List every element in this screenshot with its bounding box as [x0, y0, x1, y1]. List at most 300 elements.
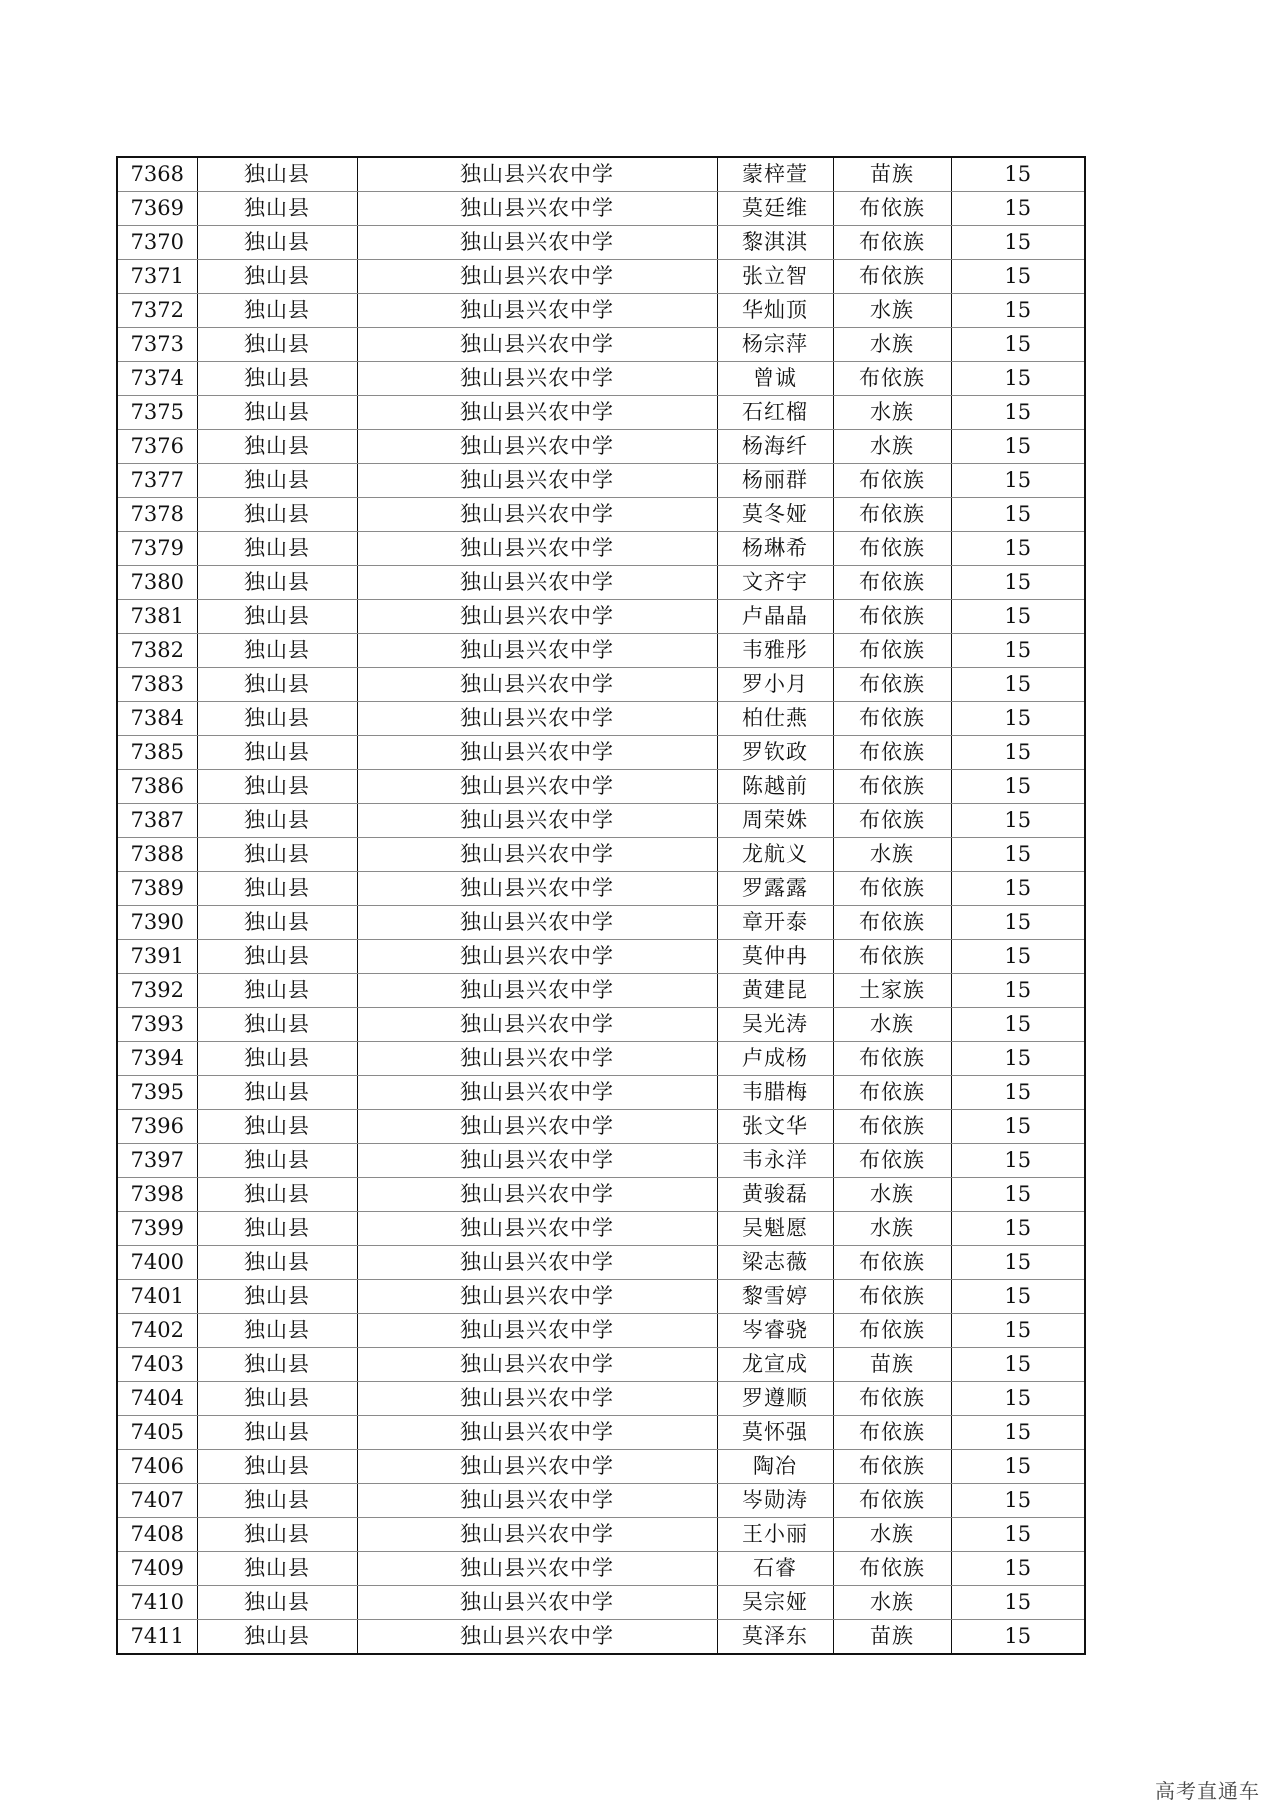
- score-cell: 15: [951, 1552, 1085, 1586]
- table-row: [117, 1382, 1085, 1416]
- name-cell: 罗小月: [717, 668, 833, 702]
- county-cell: 独山县: [197, 1348, 357, 1382]
- ethnicity-cell: 水族: [833, 328, 951, 362]
- score-cell: 15: [951, 430, 1085, 464]
- score-cell: 15: [951, 1042, 1085, 1076]
- ethnicity-cell: 布依族: [833, 600, 951, 634]
- name-cell: 黎淇淇: [717, 226, 833, 260]
- school-cell: 独山县兴农中学: [357, 1382, 717, 1416]
- county-cell: 独山县: [197, 532, 357, 566]
- score-cell: 15: [951, 226, 1085, 260]
- seq-cell: 7396: [117, 1110, 197, 1144]
- table-row: [117, 736, 1085, 770]
- seq-cell: 7379: [117, 532, 197, 566]
- school-cell: 独山县兴农中学: [357, 396, 717, 430]
- ethnicity-cell: 布依族: [833, 702, 951, 736]
- school-cell: 独山县兴农中学: [357, 1416, 717, 1450]
- name-cell: 黄建昆: [717, 974, 833, 1008]
- table-row: [117, 498, 1085, 532]
- county-cell: 独山县: [197, 1280, 357, 1314]
- table-row: [117, 1042, 1085, 1076]
- county-cell: 独山县: [197, 430, 357, 464]
- name-cell: 蒙梓萱: [717, 157, 833, 192]
- county-cell: 独山县: [197, 974, 357, 1008]
- seq-cell: 7389: [117, 872, 197, 906]
- ethnicity-cell: 布依族: [833, 498, 951, 532]
- table-row: [117, 226, 1085, 260]
- ethnicity-cell: 布依族: [833, 940, 951, 974]
- roster-table-body: [117, 157, 1085, 1654]
- seq-cell: 7383: [117, 668, 197, 702]
- school-cell: 独山县兴农中学: [357, 668, 717, 702]
- county-cell: 独山县: [197, 498, 357, 532]
- ethnicity-cell: 布依族: [833, 1382, 951, 1416]
- seq-cell: 7392: [117, 974, 197, 1008]
- table-row: [117, 192, 1085, 226]
- school-cell: 独山县兴农中学: [357, 464, 717, 498]
- ethnicity-cell: 布依族: [833, 532, 951, 566]
- school-cell: 独山县兴农中学: [357, 566, 717, 600]
- score-cell: 15: [951, 634, 1085, 668]
- name-cell: 石红榴: [717, 396, 833, 430]
- score-cell: 15: [951, 1620, 1085, 1655]
- county-cell: 独山县: [197, 1382, 357, 1416]
- county-cell: 独山县: [197, 1416, 357, 1450]
- table-row: [117, 1620, 1085, 1655]
- seq-cell: 7370: [117, 226, 197, 260]
- ethnicity-cell: 水族: [833, 1008, 951, 1042]
- school-cell: 独山县兴农中学: [357, 736, 717, 770]
- table-row: [117, 600, 1085, 634]
- school-cell: 独山县兴农中学: [357, 1314, 717, 1348]
- ethnicity-cell: 布依族: [833, 1416, 951, 1450]
- score-cell: 15: [951, 804, 1085, 838]
- score-cell: 15: [951, 1484, 1085, 1518]
- school-cell: 独山县兴农中学: [357, 1518, 717, 1552]
- county-cell: 独山县: [197, 804, 357, 838]
- school-cell: 独山县兴农中学: [357, 1212, 717, 1246]
- table-row: [117, 1280, 1085, 1314]
- table-row: [117, 1484, 1085, 1518]
- name-cell: 莫冬娅: [717, 498, 833, 532]
- table-row: [117, 838, 1085, 872]
- seq-cell: 7404: [117, 1382, 197, 1416]
- table-row: [117, 668, 1085, 702]
- ethnicity-cell: 水族: [833, 1518, 951, 1552]
- seq-cell: 7369: [117, 192, 197, 226]
- county-cell: 独山县: [197, 600, 357, 634]
- score-cell: 15: [951, 362, 1085, 396]
- county-cell: 独山县: [197, 328, 357, 362]
- score-cell: 15: [951, 1178, 1085, 1212]
- table-row: [117, 1348, 1085, 1382]
- ethnicity-cell: 布依族: [833, 804, 951, 838]
- name-cell: 韦永洋: [717, 1144, 833, 1178]
- ethnicity-cell: 布依族: [833, 1042, 951, 1076]
- seq-cell: 7405: [117, 1416, 197, 1450]
- school-cell: 独山县兴农中学: [357, 1042, 717, 1076]
- county-cell: 独山县: [197, 294, 357, 328]
- ethnicity-cell: 水族: [833, 1212, 951, 1246]
- name-cell: 龙宣成: [717, 1348, 833, 1382]
- ethnicity-cell: 水族: [833, 1586, 951, 1620]
- county-cell: 独山县: [197, 872, 357, 906]
- name-cell: 吴魁愿: [717, 1212, 833, 1246]
- ethnicity-cell: 布依族: [833, 1076, 951, 1110]
- seq-cell: 7378: [117, 498, 197, 532]
- score-cell: 15: [951, 294, 1085, 328]
- seq-cell: 7395: [117, 1076, 197, 1110]
- county-cell: 独山县: [197, 736, 357, 770]
- table-row: [117, 1178, 1085, 1212]
- seq-cell: 7406: [117, 1450, 197, 1484]
- score-cell: 15: [951, 1144, 1085, 1178]
- name-cell: 卢成杨: [717, 1042, 833, 1076]
- table-row: [117, 430, 1085, 464]
- score-cell: 15: [951, 1280, 1085, 1314]
- watermark-text: 高考直通车: [1155, 1779, 1260, 1803]
- school-cell: 独山县兴农中学: [357, 804, 717, 838]
- school-cell: 独山县兴农中学: [357, 1484, 717, 1518]
- table-row: [117, 1518, 1085, 1552]
- table-row: [117, 804, 1085, 838]
- score-cell: 15: [951, 770, 1085, 804]
- score-cell: 15: [951, 974, 1085, 1008]
- name-cell: 吴宗娅: [717, 1586, 833, 1620]
- seq-cell: 7409: [117, 1552, 197, 1586]
- county-cell: 独山县: [197, 1042, 357, 1076]
- school-cell: 独山县兴农中学: [357, 1246, 717, 1280]
- score-cell: 15: [951, 1382, 1085, 1416]
- ethnicity-cell: 布依族: [833, 1552, 951, 1586]
- table-row: [117, 260, 1085, 294]
- school-cell: 独山县兴农中学: [357, 157, 717, 192]
- county-cell: 独山县: [197, 702, 357, 736]
- ethnicity-cell: 布依族: [833, 226, 951, 260]
- ethnicity-cell: 布依族: [833, 770, 951, 804]
- table-row: [117, 1212, 1085, 1246]
- county-cell: 独山县: [197, 1212, 357, 1246]
- seq-cell: 7384: [117, 702, 197, 736]
- score-cell: 15: [951, 702, 1085, 736]
- ethnicity-cell: 土家族: [833, 974, 951, 1008]
- seq-cell: 7386: [117, 770, 197, 804]
- county-cell: 独山县: [197, 634, 357, 668]
- school-cell: 独山县兴农中学: [357, 1586, 717, 1620]
- county-cell: 独山县: [197, 1620, 357, 1655]
- name-cell: 罗遵顺: [717, 1382, 833, 1416]
- county-cell: 独山县: [197, 1484, 357, 1518]
- table-row: [117, 1110, 1085, 1144]
- county-cell: 独山县: [197, 1008, 357, 1042]
- seq-cell: 7391: [117, 940, 197, 974]
- seq-cell: 7385: [117, 736, 197, 770]
- school-cell: 独山县兴农中学: [357, 1008, 717, 1042]
- county-cell: 独山县: [197, 1178, 357, 1212]
- score-cell: 15: [951, 260, 1085, 294]
- table-row: [117, 1144, 1085, 1178]
- school-cell: 独山县兴农中学: [357, 532, 717, 566]
- ethnicity-cell: 布依族: [833, 1246, 951, 1280]
- county-cell: 独山县: [197, 1450, 357, 1484]
- table-row: [117, 532, 1085, 566]
- seq-cell: 7394: [117, 1042, 197, 1076]
- table-row: [117, 566, 1085, 600]
- score-cell: 15: [951, 668, 1085, 702]
- school-cell: 独山县兴农中学: [357, 702, 717, 736]
- ethnicity-cell: 布依族: [833, 736, 951, 770]
- county-cell: 独山县: [197, 770, 357, 804]
- table-row: [117, 702, 1085, 736]
- seq-cell: 7372: [117, 294, 197, 328]
- ethnicity-cell: 苗族: [833, 157, 951, 192]
- school-cell: 独山县兴农中学: [357, 634, 717, 668]
- seq-cell: 7390: [117, 906, 197, 940]
- county-cell: 独山县: [197, 1246, 357, 1280]
- school-cell: 独山县兴农中学: [357, 294, 717, 328]
- school-cell: 独山县兴农中学: [357, 974, 717, 1008]
- school-cell: 独山县兴农中学: [357, 838, 717, 872]
- school-cell: 独山县兴农中学: [357, 1144, 717, 1178]
- seq-cell: 7399: [117, 1212, 197, 1246]
- name-cell: 石睿: [717, 1552, 833, 1586]
- name-cell: 柏仕燕: [717, 702, 833, 736]
- school-cell: 独山县兴农中学: [357, 1178, 717, 1212]
- score-cell: 15: [951, 1008, 1085, 1042]
- seq-cell: 7371: [117, 260, 197, 294]
- ethnicity-cell: 布依族: [833, 192, 951, 226]
- seq-cell: 7388: [117, 838, 197, 872]
- name-cell: 岑勋涛: [717, 1484, 833, 1518]
- score-cell: 15: [951, 838, 1085, 872]
- score-cell: 15: [951, 1076, 1085, 1110]
- county-cell: 独山县: [197, 1076, 357, 1110]
- school-cell: 独山县兴农中学: [357, 872, 717, 906]
- ethnicity-cell: 布依族: [833, 260, 951, 294]
- name-cell: 黎雪婷: [717, 1280, 833, 1314]
- county-cell: 独山县: [197, 396, 357, 430]
- name-cell: 岑睿骁: [717, 1314, 833, 1348]
- ethnicity-cell: 布依族: [833, 464, 951, 498]
- score-cell: 15: [951, 736, 1085, 770]
- ethnicity-cell: 水族: [833, 1178, 951, 1212]
- ethnicity-cell: 水族: [833, 396, 951, 430]
- score-cell: 15: [951, 1212, 1085, 1246]
- ethnicity-cell: 布依族: [833, 566, 951, 600]
- school-cell: 独山县兴农中学: [357, 1076, 717, 1110]
- name-cell: 梁志薇: [717, 1246, 833, 1280]
- county-cell: 独山县: [197, 668, 357, 702]
- score-cell: 15: [951, 940, 1085, 974]
- table-row: [117, 1416, 1085, 1450]
- name-cell: 龙航义: [717, 838, 833, 872]
- table-row: [117, 1076, 1085, 1110]
- name-cell: 莫廷维: [717, 192, 833, 226]
- seq-cell: 7398: [117, 1178, 197, 1212]
- ethnicity-cell: 布依族: [833, 1484, 951, 1518]
- name-cell: 张文华: [717, 1110, 833, 1144]
- school-cell: 独山县兴农中学: [357, 940, 717, 974]
- county-cell: 独山县: [197, 362, 357, 396]
- name-cell: 杨宗萍: [717, 328, 833, 362]
- ethnicity-cell: 布依族: [833, 1144, 951, 1178]
- score-cell: 15: [951, 157, 1085, 192]
- name-cell: 陈越前: [717, 770, 833, 804]
- table-row: [117, 1552, 1085, 1586]
- table-row: [117, 328, 1085, 362]
- school-cell: 独山县兴农中学: [357, 260, 717, 294]
- seq-cell: 7402: [117, 1314, 197, 1348]
- school-cell: 独山县兴农中学: [357, 1450, 717, 1484]
- name-cell: 杨海纤: [717, 430, 833, 464]
- ethnicity-cell: 水族: [833, 838, 951, 872]
- ethnicity-cell: 布依族: [833, 634, 951, 668]
- school-cell: 独山县兴农中学: [357, 1280, 717, 1314]
- table-row: [117, 157, 1085, 192]
- seq-cell: 7381: [117, 600, 197, 634]
- score-cell: 15: [951, 566, 1085, 600]
- school-cell: 独山县兴农中学: [357, 906, 717, 940]
- county-cell: 独山县: [197, 157, 357, 192]
- ethnicity-cell: 苗族: [833, 1348, 951, 1382]
- score-cell: 15: [951, 498, 1085, 532]
- name-cell: 华灿顶: [717, 294, 833, 328]
- score-cell: 15: [951, 600, 1085, 634]
- name-cell: 曾诚: [717, 362, 833, 396]
- name-cell: 王小丽: [717, 1518, 833, 1552]
- ethnicity-cell: 布依族: [833, 668, 951, 702]
- name-cell: 罗露露: [717, 872, 833, 906]
- score-cell: 15: [951, 396, 1085, 430]
- seq-cell: 7410: [117, 1586, 197, 1620]
- table-row: [117, 362, 1085, 396]
- name-cell: 罗钦政: [717, 736, 833, 770]
- school-cell: 独山县兴农中学: [357, 362, 717, 396]
- seq-cell: 7397: [117, 1144, 197, 1178]
- ethnicity-cell: 苗族: [833, 1620, 951, 1655]
- seq-cell: 7401: [117, 1280, 197, 1314]
- seq-cell: 7400: [117, 1246, 197, 1280]
- roster-table: [116, 156, 1086, 1655]
- score-cell: 15: [951, 1110, 1085, 1144]
- county-cell: 独山县: [197, 906, 357, 940]
- school-cell: 独山县兴农中学: [357, 328, 717, 362]
- ethnicity-cell: 布依族: [833, 362, 951, 396]
- ethnicity-cell: 布依族: [833, 1314, 951, 1348]
- ethnicity-cell: 水族: [833, 294, 951, 328]
- seq-cell: 7403: [117, 1348, 197, 1382]
- table-row: [117, 1008, 1085, 1042]
- score-cell: 15: [951, 1246, 1085, 1280]
- county-cell: 独山县: [197, 1144, 357, 1178]
- table-row: [117, 464, 1085, 498]
- ethnicity-cell: 水族: [833, 430, 951, 464]
- name-cell: 莫仲冉: [717, 940, 833, 974]
- name-cell: 莫怀强: [717, 1416, 833, 1450]
- score-cell: 15: [951, 1314, 1085, 1348]
- seq-cell: 7411: [117, 1620, 197, 1655]
- seq-cell: 7382: [117, 634, 197, 668]
- score-cell: 15: [951, 464, 1085, 498]
- school-cell: 独山县兴农中学: [357, 430, 717, 464]
- seq-cell: 7393: [117, 1008, 197, 1042]
- table-row: [117, 294, 1085, 328]
- county-cell: 独山县: [197, 1518, 357, 1552]
- school-cell: 独山县兴农中学: [357, 600, 717, 634]
- school-cell: 独山县兴农中学: [357, 1552, 717, 1586]
- score-cell: 15: [951, 192, 1085, 226]
- county-cell: 独山县: [197, 566, 357, 600]
- county-cell: 独山县: [197, 1552, 357, 1586]
- county-cell: 独山县: [197, 1314, 357, 1348]
- seq-cell: 7377: [117, 464, 197, 498]
- name-cell: 莫泽东: [717, 1620, 833, 1655]
- score-cell: 15: [951, 872, 1085, 906]
- name-cell: 杨琳希: [717, 532, 833, 566]
- school-cell: 独山县兴农中学: [357, 192, 717, 226]
- seq-cell: 7387: [117, 804, 197, 838]
- table-row: [117, 906, 1085, 940]
- score-cell: 15: [951, 1586, 1085, 1620]
- table-row: [117, 1450, 1085, 1484]
- table-row: [117, 1314, 1085, 1348]
- table-row: [117, 770, 1085, 804]
- score-cell: 15: [951, 328, 1085, 362]
- seq-cell: 7375: [117, 396, 197, 430]
- ethnicity-cell: 布依族: [833, 906, 951, 940]
- school-cell: 独山县兴农中学: [357, 770, 717, 804]
- score-cell: 15: [951, 1416, 1085, 1450]
- score-cell: 15: [951, 906, 1085, 940]
- seq-cell: 7408: [117, 1518, 197, 1552]
- county-cell: 独山县: [197, 838, 357, 872]
- score-cell: 15: [951, 1348, 1085, 1382]
- county-cell: 独山县: [197, 1586, 357, 1620]
- score-cell: 15: [951, 1518, 1085, 1552]
- seq-cell: 7380: [117, 566, 197, 600]
- county-cell: 独山县: [197, 940, 357, 974]
- table-row: [117, 634, 1085, 668]
- name-cell: 韦腊梅: [717, 1076, 833, 1110]
- name-cell: 张立智: [717, 260, 833, 294]
- seq-cell: 7373: [117, 328, 197, 362]
- county-cell: 独山县: [197, 192, 357, 226]
- score-cell: 15: [951, 1450, 1085, 1484]
- ethnicity-cell: 布依族: [833, 1280, 951, 1314]
- name-cell: 吴光涛: [717, 1008, 833, 1042]
- name-cell: 卢晶晶: [717, 600, 833, 634]
- name-cell: 陶冶: [717, 1450, 833, 1484]
- school-cell: 独山县兴农中学: [357, 1348, 717, 1382]
- ethnicity-cell: 布依族: [833, 872, 951, 906]
- name-cell: 周荣姝: [717, 804, 833, 838]
- name-cell: 章开泰: [717, 906, 833, 940]
- seq-cell: 7376: [117, 430, 197, 464]
- table-row: [117, 974, 1085, 1008]
- seq-cell: 7374: [117, 362, 197, 396]
- county-cell: 独山县: [197, 464, 357, 498]
- seq-cell: 7368: [117, 157, 197, 192]
- name-cell: 黄骏磊: [717, 1178, 833, 1212]
- table-row: [117, 396, 1085, 430]
- school-cell: 独山县兴农中学: [357, 1620, 717, 1655]
- school-cell: 独山县兴农中学: [357, 498, 717, 532]
- school-cell: 独山县兴农中学: [357, 226, 717, 260]
- table-row: [117, 1246, 1085, 1280]
- name-cell: 文齐宇: [717, 566, 833, 600]
- county-cell: 独山县: [197, 260, 357, 294]
- table-row: [117, 1586, 1085, 1620]
